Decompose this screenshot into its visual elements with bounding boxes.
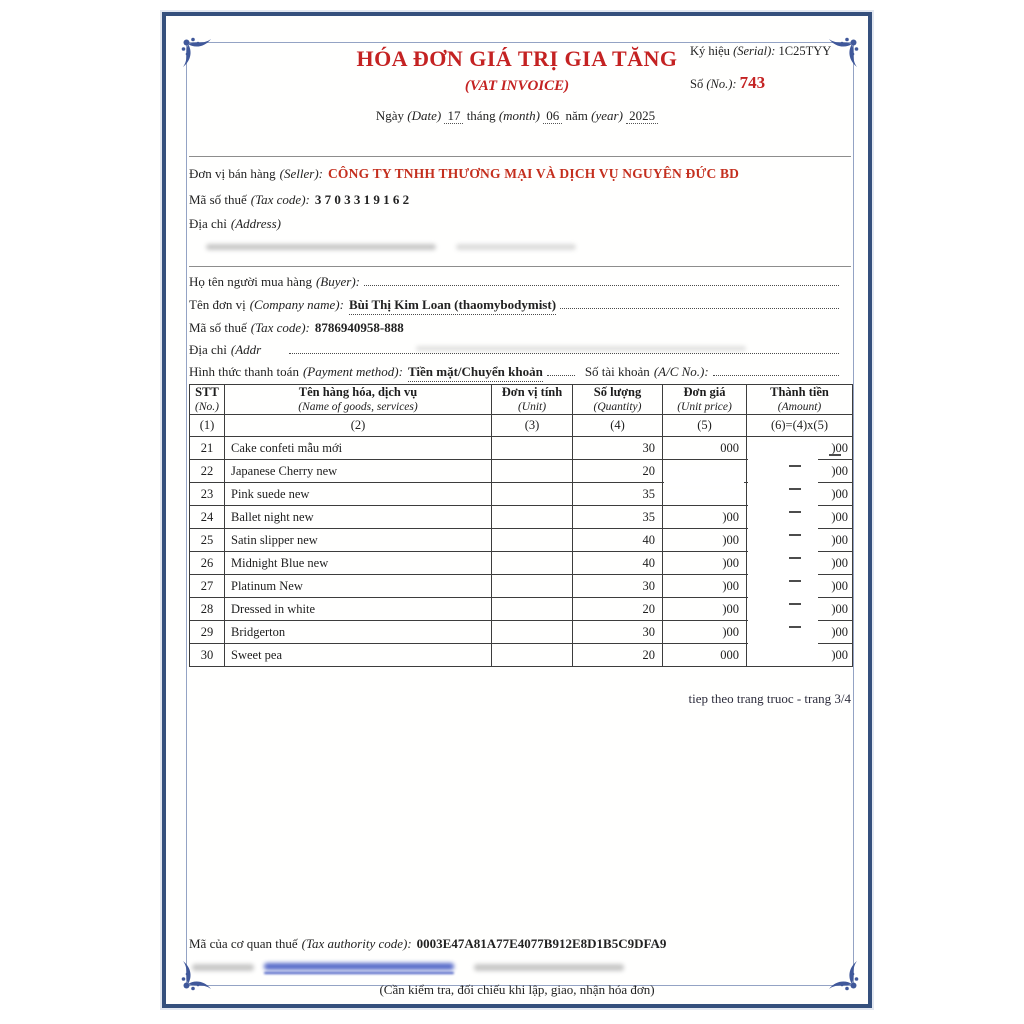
buyer-label: Họ tên người mua hàng (189, 274, 312, 289)
cell-amount: )00 (747, 575, 853, 598)
buyer-tax-label: Mã số thuế (189, 320, 247, 335)
invoice-number: 743 (739, 73, 766, 92)
seller-line (189, 166, 841, 182)
cell-quantity: 35 (573, 506, 663, 529)
cell-unit (492, 506, 573, 529)
cell-amount: )00 (747, 644, 853, 667)
cell-unit (492, 529, 573, 552)
col-index: (4) (573, 415, 663, 437)
verification-link (264, 963, 454, 970)
year-label-en: (year) (591, 108, 623, 123)
cell-name: Platinum New (225, 575, 492, 598)
seller-tax-code: 3 7 0 3 3 1 9 1 6 2 (314, 192, 410, 207)
cell-amount: )00 (747, 483, 853, 506)
col-header-name: Tên hàng hóa, dịch vụ (Name of goods, services) (225, 385, 492, 415)
cell-unit-price: )00 (663, 529, 747, 552)
cell-unit-price: )00 (663, 621, 747, 644)
seller-address-label: Địa chỉ (189, 216, 227, 231)
tax-authority-line (189, 936, 841, 952)
cell-quantity: 30 (573, 437, 663, 460)
table-header-row (190, 385, 853, 415)
month-label-en: (month) (498, 108, 540, 123)
cell-quantity: 20 (573, 460, 663, 483)
cell-quantity: 30 (573, 575, 663, 598)
cell-unit-price: 000 (663, 437, 747, 460)
cell-unit-price: )00 (663, 552, 747, 575)
col-header-unit-price: Đơn giá (Unit price) (663, 385, 747, 415)
redaction-artifact-dash (789, 465, 801, 467)
col-header-unit: Đơn vị tính (Unit) (492, 385, 573, 415)
buyer-address-label-en: (Addr (230, 342, 262, 357)
buyer-tax-code: 8786940958-888 (314, 320, 404, 335)
cell-unit (492, 644, 573, 667)
serial-value: 1C25TYY (778, 44, 832, 58)
cell-unit (492, 552, 573, 575)
date-month: 06 (543, 108, 562, 124)
col-header-no: STT (No.) (190, 385, 225, 415)
redaction-box (664, 489, 744, 499)
invoice-subtitle: (VAT INVOICE) (464, 78, 570, 94)
buyer-company-name: Bùi Thị Kim Loan (thaomybodymist) (349, 297, 556, 315)
dotted-leader (289, 353, 839, 354)
invoice-number-line (690, 73, 831, 93)
seller-label: Đơn vị bán hàng (189, 166, 276, 181)
redaction-artifact-dash (789, 580, 801, 582)
serial-line (690, 44, 831, 59)
verification-link-underline (264, 972, 454, 974)
redaction-artifact-dash (789, 488, 801, 490)
redaction-box (664, 466, 744, 486)
seller-tax-line (189, 192, 841, 208)
serial-label: Ký hiệu (690, 44, 730, 58)
dotted-leader (547, 375, 575, 376)
cell-name: Bridgerton (225, 621, 492, 644)
redaction-artifact-dash (829, 454, 841, 456)
cell-quantity: 20 (573, 644, 663, 667)
cell-no: 22 (190, 460, 225, 483)
dotted-leader (364, 285, 839, 286)
cell-unit (492, 437, 573, 460)
cell-no: 23 (190, 483, 225, 506)
cell-name: Dressed in white (225, 598, 492, 621)
cell-name: Sweet pea (225, 644, 492, 667)
invoice-title: HÓA ĐƠN GIÁ TRỊ GIA TĂNG (356, 46, 678, 71)
invoice-date-line (166, 108, 868, 124)
cell-unit (492, 598, 573, 621)
payment-label: Hình thức thanh toán (189, 364, 299, 379)
year-label: năm (565, 108, 588, 123)
divider (189, 266, 851, 267)
redacted-seller-address (206, 244, 436, 250)
cell-name: Satin slipper new (225, 529, 492, 552)
divider (189, 156, 851, 157)
payment-label-en: (Payment method): (302, 364, 403, 379)
invoice-page (162, 12, 872, 1008)
dotted-leader (560, 308, 839, 309)
cell-unit-price: )00 (663, 575, 747, 598)
seller-tax-label-en: (Tax code): (250, 192, 310, 207)
cell-no: 21 (190, 437, 225, 460)
account-label: Số tài khoản (584, 364, 650, 379)
cell-amount: )00 (747, 598, 853, 621)
cell-no: 30 (190, 644, 225, 667)
no-label: Số (690, 77, 704, 91)
seller-address-label-en: (Address) (230, 216, 281, 231)
line-items-table (189, 384, 853, 667)
cell-name: Pink suede new (225, 483, 492, 506)
payment-method-line (189, 364, 841, 382)
redaction-box (748, 442, 818, 666)
cell-amount: )00 (747, 621, 853, 644)
date-day: 17 (444, 108, 463, 124)
col-header-quantity: Số lượng (Quantity) (573, 385, 663, 415)
seller-tax-label: Mã số thuế (189, 192, 247, 207)
buyer-tax-label-en: (Tax code): (250, 320, 310, 335)
cell-no: 28 (190, 598, 225, 621)
cell-unit (492, 483, 573, 506)
redaction-artifact-dash (789, 626, 801, 628)
redaction-artifact-dash (789, 603, 801, 605)
cell-unit-price: )00 (663, 506, 747, 529)
cell-amount: )00 (747, 506, 853, 529)
date-year: 2025 (626, 108, 658, 124)
cell-no: 27 (190, 575, 225, 598)
cell-name: Cake confeti mẫu mới (225, 437, 492, 460)
cell-quantity: 40 (573, 529, 663, 552)
seller-label-en: (Seller): (279, 166, 323, 181)
cell-no: 25 (190, 529, 225, 552)
column-index-row (190, 415, 853, 437)
cell-name: Japanese Cherry new (225, 460, 492, 483)
cell-unit-price: 000 (663, 644, 747, 667)
col-index: (3) (492, 415, 573, 437)
cell-name: Midnight Blue new (225, 552, 492, 575)
cell-amount: )00 (747, 529, 853, 552)
col-header-amount: Thành tiền (Amount) (747, 385, 853, 415)
no-label-en: (No.): (706, 77, 737, 91)
cell-unit (492, 575, 573, 598)
redacted-buyer-address (416, 346, 746, 351)
redacted-seller-address (456, 244, 576, 250)
col-index: (5) (663, 415, 747, 437)
cell-no: 24 (190, 506, 225, 529)
serial-label-en: (Serial): (733, 44, 776, 58)
date-label: Ngày (375, 108, 404, 123)
redaction-artifact-dash (789, 534, 801, 536)
cell-name: Ballet night new (225, 506, 492, 529)
cell-no: 29 (190, 621, 225, 644)
company-label: Tên đơn vị (189, 297, 246, 312)
buyer-address-label: Địa chỉ (189, 342, 227, 357)
redaction-artifact-dash (789, 557, 801, 559)
cell-amount: )00 (747, 552, 853, 575)
seller-address-line (189, 216, 841, 232)
cell-no: 26 (190, 552, 225, 575)
payment-value: Tiền mặt/Chuyển khoản (408, 364, 543, 382)
serial-block (690, 44, 831, 93)
redacted-footer-text (474, 964, 624, 971)
cell-quantity: 40 (573, 552, 663, 575)
account-label-en: (A/C No.): (653, 364, 709, 379)
cell-amount: )00 (747, 460, 853, 483)
cell-unit-price: )00 (663, 598, 747, 621)
dotted-leader (713, 375, 839, 376)
page-continuation-note: tiep theo trang truoc - trang 3/4 (688, 691, 851, 706)
company-label-en: (Company name): (249, 297, 344, 312)
tax-authority-label-en: (Tax authority code): (301, 936, 412, 951)
cell-amount: )00 (747, 437, 853, 460)
buyer-name-line (189, 274, 841, 290)
tax-authority-code: 0003E47A81A77E4077B912E8D1B5C9DFA9 (416, 936, 667, 951)
cell-unit (492, 460, 573, 483)
seller-name: CÔNG TY TNHH THƯƠNG MẠI VÀ DỊCH VỤ NGUYÊN ĐỨC BD (327, 166, 740, 181)
redaction-artifact-dash (789, 511, 801, 513)
col-index: (6)=(4)x(5) (747, 415, 853, 437)
buyer-tax-line (189, 320, 841, 336)
cell-quantity: 20 (573, 598, 663, 621)
date-label-en: (Date) (407, 108, 442, 123)
buyer-label-en: (Buyer): (315, 274, 360, 289)
check-note: (Cần kiểm tra, đối chiếu khi lập, giao, nhận hóa đơn) (379, 982, 655, 997)
month-label: tháng (466, 108, 496, 123)
cell-quantity: 30 (573, 621, 663, 644)
tax-authority-label: Mã của cơ quan thuế (189, 936, 298, 951)
cell-unit (492, 621, 573, 644)
col-index: (2) (225, 415, 492, 437)
col-index: (1) (190, 415, 225, 437)
buyer-company-line (189, 297, 841, 315)
redacted-footer-text (192, 964, 254, 971)
cell-quantity: 35 (573, 483, 663, 506)
